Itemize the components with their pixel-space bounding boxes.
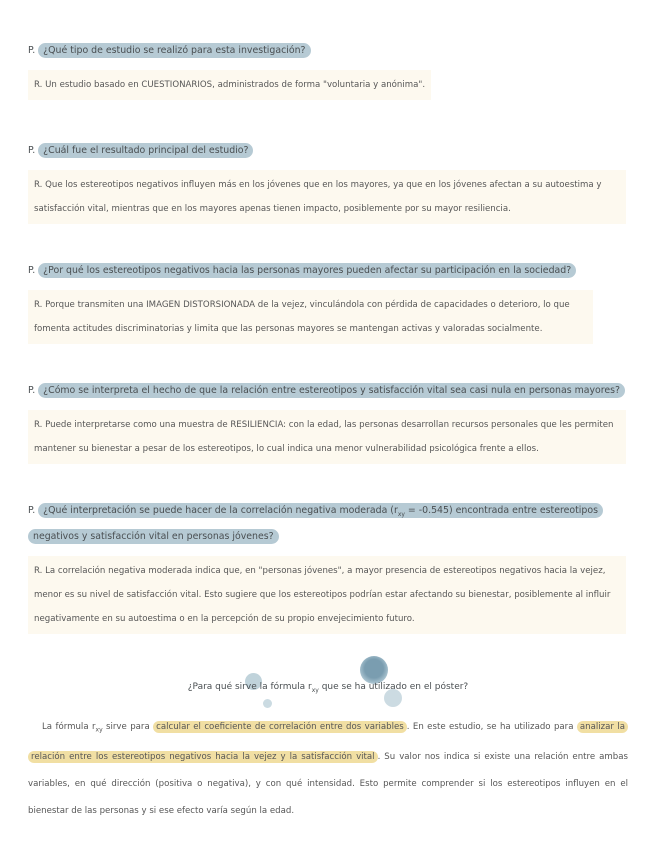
question-1: P. ¿Qué tipo de estudio se realizó para esta investigación? bbox=[28, 40, 626, 62]
question-4: P. ¿Cómo se interpreta el hecho de que la relación entre estereotipos y satisfacción vital sea casi nula en personas mayores? bbox=[28, 380, 626, 402]
question-2-text: ¿Cuál fue el resultado principal del estudio? bbox=[38, 143, 253, 158]
answer-1: R. Un estudio basado en CUESTIONARIOS, administrados de forma "voluntaria y anónima". bbox=[28, 70, 431, 100]
question-3-text: ¿Por qué los estereotipos negativos hacia las personas mayores pueden afectar su participación en la sociedad? bbox=[38, 263, 576, 278]
qa-block-5 bbox=[28, 500, 626, 634]
question-1-text: ¿Qué tipo de estudio se realizó para esta investigación? bbox=[38, 43, 310, 58]
question-3: P. ¿Por qué los estereotipos negativos hacia las personas mayores pueden afectar su participación en la sociedad? bbox=[28, 260, 626, 282]
question-5-text: ¿Qué interpretación se puede hacer de la correlación negativa moderada $(r_{xy} = -0.545)$ encontrada entre estereotipos negativos y satisfacción vital en personas jóvenes? bbox=[28, 503, 603, 544]
qa-block-2 bbox=[28, 140, 626, 224]
answer-5: R. La correlación negativa moderada indica que, en "personas jóvenes", a mayor presencia de estereotipos negativos hacia la vejez, menor es su nivel de satisfacción vital. Esto sugiere que los estereotipos podrían estar afectando su bienestar, posiblemente al influir negativamente en su autoestima o en la percepción de su propio envejecimiento futuro. bbox=[28, 556, 626, 634]
question-5: P. ¿Qué interpretación se puede hacer de la correlación negativa moderada $(r_{xy} = -0.545)$ encontrada entre estereotipos negativos y satisfacción vital en personas jóvenes? bbox=[28, 500, 626, 548]
highlight-calcular: calcular el coeficiente de correlación entre dos variables bbox=[153, 721, 407, 733]
bubble-large-decoration bbox=[360, 656, 388, 684]
highlight-analizar: analizar la relación entre los estereotipos negativos hacia la vejez y la satisfacción vital bbox=[28, 721, 628, 763]
formula-question: ¿Para qué sirve la fórmula $r_{xy}$ que se ha utilizado en el póster? bbox=[187, 682, 469, 694]
qa-block-1 bbox=[28, 40, 626, 100]
qa-block-3 bbox=[28, 260, 626, 344]
qa-block-4 bbox=[28, 380, 626, 464]
answer-4: R. Puede interpretarse como una muestra de RESILIENCIA: con la edad, las personas desarrollan recursos personales que les permiten mantener su bienestar a pesar de los estereotipos, lo cual indica una menor vulnerabilidad psicológica frente a ellos. bbox=[28, 410, 626, 464]
formula-explanation: La fórmula $r_{xy}$ sirve para calcular el coeficiente de correlación entre dos variables . En este estudio, se ha utilizado para analizar la relación entre los estereotipos negativos hacia la vejez y la satisfacción vital . Su valor nos indica si existe una relación entre ambas variables, en qué dirección (positiva o negativa), y con qué intensidad. Esto permite comprender si los estereotipos influyen en el bienestar de las personas y si ese efecto varía según la edad. bbox=[28, 722, 628, 816]
bubble-small-decoration bbox=[263, 699, 272, 708]
question-4-text: ¿Cómo se interpreta el hecho de que la relación entre estereotipos y satisfacción vital sea casi nula en personas mayores? bbox=[38, 383, 625, 398]
answer-3: R. Porque transmiten una IMAGEN DISTORSIONADA de la vejez, vinculándola con pérdida de capacidades o deterioro, lo que fomenta actitudes discriminatorias y limita que las personas mayores se mantengan activas y valoradas socialmente. bbox=[28, 290, 593, 344]
answer-2: R. Que los estereotipos negativos influyen más en los jóvenes que en los mayores, ya que en los jóvenes afectan a su autoestima y satisfacción vital, mientras que en los mayores apenas tienen impacto, posiblemente por su mayor resiliencia. bbox=[28, 170, 626, 224]
question-2: P. ¿Cuál fue el resultado principal del estudio? bbox=[28, 140, 626, 162]
